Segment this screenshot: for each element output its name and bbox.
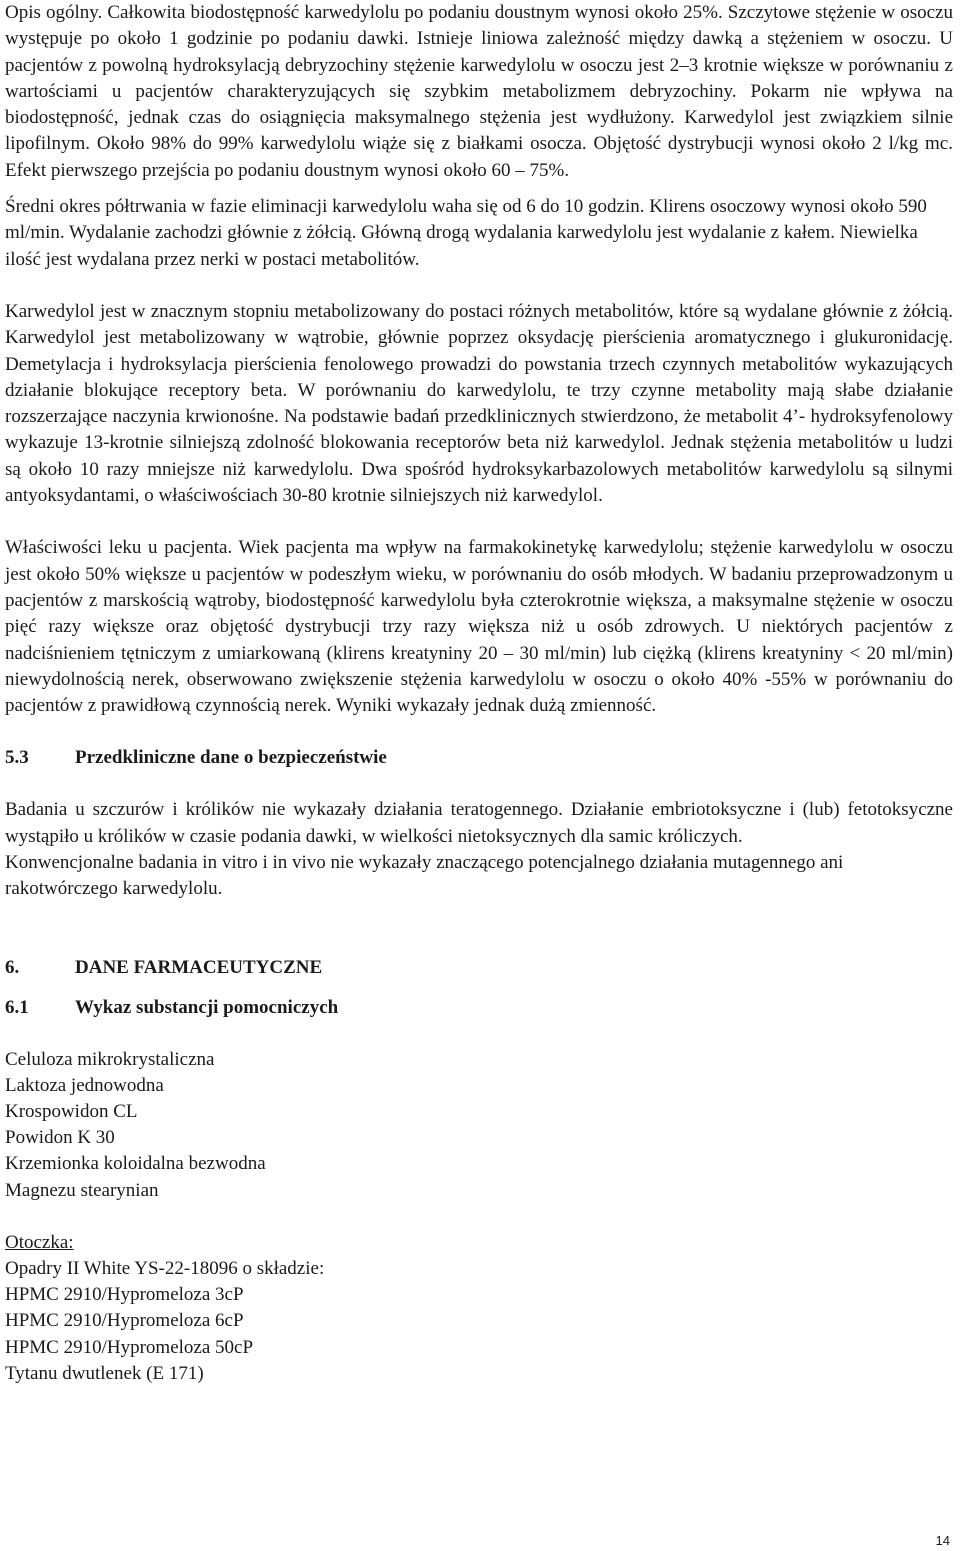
list-item: Powidon K 30 [5,1127,115,1149]
section-number: 6.1 [5,996,29,1018]
preclinical-paragraph-mutagenicity: Konwencjonalne badania in vitro i in vivo nie wykazały znaczącego potencjalnego działania mutagennego ani rakotwórczego karwedylolu. [5,852,844,900]
list-item: Krzemionka koloidalna bezwodna [5,1153,266,1175]
section-title: Wykaz substancji pomocniczych [75,996,339,1018]
list-item: Magnezu stearynian [5,1179,159,1201]
list-item: HPMC 2910/Hypromeloza 6cP [5,1310,244,1332]
section-title: Przedkliniczne dane o bezpieczeństwie [75,747,387,769]
list-item: Laktoza jednowodna [5,1074,164,1096]
list-item: HPMC 2910/Hypromeloza 3cP [5,1284,244,1306]
pk-paragraph-patient-properties: Właściwości leku u pacjenta. Wiek pacjenta ma wpływ na farmakokinetykę karwedylolu; stężenie karwedylolu w osoczu jest około 50% większe u pacjentów w podeszłym wieku, w porównaniu do osób młodych. W badaniu przeprowadzonym u pacjentów z marskością wątroby, biodostępność karwedylolu była czterokrotnie większa, a maksymalne stężenie w osoczu pięć razy większe oraz objętość dystrybucji trzy razy większa niż u osób zdrowych. U niektórych pacjentów z nadciśnieniem tętniczym z umiarkowaną (klirens kreatyniny 20 – 30 ml/min) lub ciężką (klirens kreatyniny < 20 ml/min) niewydolnością nerek, obserwowano zwiększenie stężenia karwedylolu w osoczu o około 40% -55% w porównaniu do pacjentów z prawidłową czynnością nerek. Wyniki wykazały jednak dużą zmienność. [5,537,953,717]
page-number: 14 [935,1533,950,1548]
coating-label: Otoczka: [5,1231,74,1253]
document-page [5,0,953,1387]
section-heading-6-1 [5,995,953,1021]
pk-paragraph-general: Opis ogólny. Całkowita biodostępność karwedylolu po podaniu doustnym wynosi około 25%. Szczytowe stężenie w osoczu występuje po około 1 godzinie po podaniu dawki. Istnieje liniowa zależność między dawką a stężeniem w osoczu. U pacjentów z powolną hydroksylacją debryzochiny stężenie karwedylolu w osoczu jest 2–3 krotnie większe w porównaniu z wartościami u pacjentów charakteryzujących się szybkim metabolizmem debryzochiny. Pokarm nie wpływa na biodostępność, jednak czas do osiągnięcia maksymalnego stężenia jest wydłużony. Karwedylol jest związkiem silnie lipofilnym. Około 98% do 99% karwedylolu wiąże się z białkami osocza. Objętość dystrybucji wynosi około 2 l/kg mc. Efekt pierwszego przejścia po podaniu doustnym wynosi około 60 – 75%. [5,2,953,181]
list-item: HPMC 2910/Hypromeloza 50cP [5,1336,254,1358]
pk-paragraph-elimination: Średni okres półtrwania w fazie eliminacji karwedylolu waha się od 6 do 10 godzin. Klirens osoczowy wynosi około 590 ml/min. Wydalanie zachodzi głównie z żółcią. Główną drogą wydalania karwedylolu jest wydalanie z kałem. Niewielka ilość jest wydalana przez nerki w postaci metabolitów. [5,196,927,270]
excipient-list-coating [5,1282,953,1387]
section-title: DANE FARMACEUTYCZNE [75,956,323,978]
list-item: Tytanu dwutlenek (E 171) [5,1362,204,1384]
section-heading-6 [5,955,953,981]
coating-intro: Opadry II White YS-22-18096 o składzie: [5,1258,325,1280]
list-item: Krospowidon CL [5,1101,138,1123]
pk-paragraph-metabolism: Karwedylol jest w znacznym stopniu metabolizowany do postaci różnych metabolitów, które są wydalane głównie z żółcią. Karwedylol jest metabolizowany w wątrobie, głównie poprzez oksydację pierścienia aromatycznego i glukuronidację. Demetylacja i hydroksylacja pierścienia fenolowego prowadzi do powstania trzech czynnych metabolitów wykazujących działanie blokujące receptory beta. W porównaniu do karwedylolu, te trzy czynne metabolity mają słabe działanie rozszerzające naczynia krwionośne. Na podstawie badań przedklinicznych stwierdzono, że metabolit 4’- hydroksyfenolowy wykazuje 13-krotnie silniejszą zdolność blokowania receptorów beta niż karwedylol. Jednak stężenia metabolitów u ludzi są około 10 razy mniejsze niż karwedylolu. Dwa spośród hydroksykarbazolowych metabolitów karwedylolu są silnymi antyoksydantami, o właściwościach 30-80 krotnie silniejszych niż karwedylol. [5,300,953,507]
section-number: 6. [5,956,20,978]
section-heading-5-3 [5,745,953,771]
section-number: 5.3 [5,747,29,769]
preclinical-paragraph-teratogenicity: Badania u szczurów i królików nie wykazały działania teratogennego. Działanie embriotoksyczne i (lub) fetotoksyczne wystąpiło u królików w czasie podania dawki, w wielkości nietoksycznych dla samic króliczych. [5,799,953,847]
list-item: Celuloza mikrokrystaliczna [5,1048,215,1070]
excipient-list-core [5,1047,953,1204]
